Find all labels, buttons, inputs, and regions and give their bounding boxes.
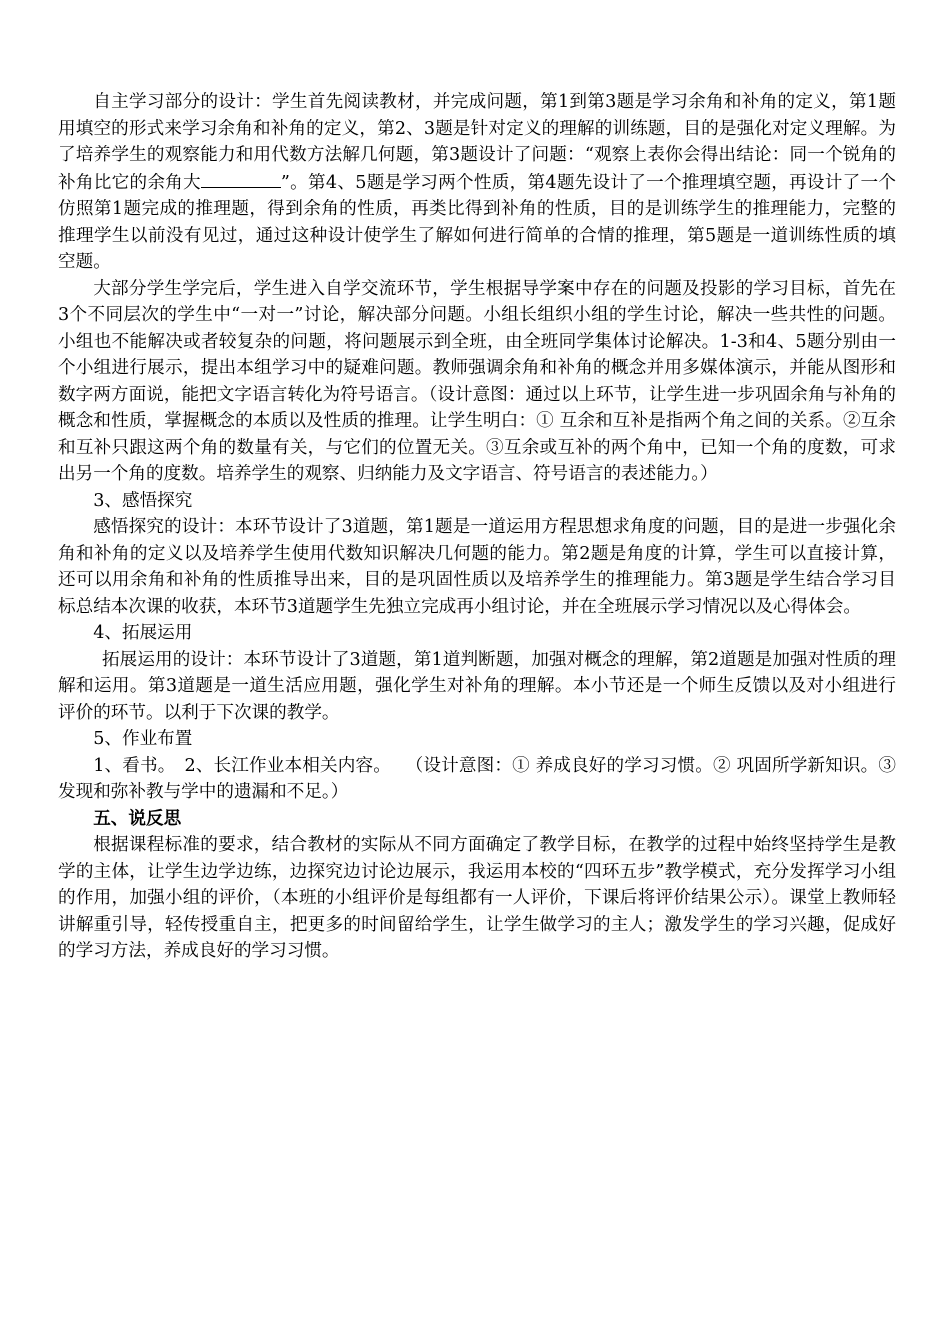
self-study-text-part1: 自主学习部分的设计：学生首先阅读教材，并完成问题，第1到第3题是学习余角和补角的定义，第1题用填空的形式来学习余角和补角的定义，第2、3题是针对定义的理解的训练题，目的是强化对定义理解。为了培养学生的观察能力和用代数方法解几何题，第3题设计了问题：“观察上表你会得出结论：同一个锐角的补角比它的余角大 [58, 92, 896, 193]
homework-paragraph: 1、看书。 2、长江作业本相关内容。 （设计意图：① 养成良好的学习习惯。② 巩固所学新知识。③ 发现和弥补教与学中的遗漏和不足。） [58, 755, 896, 802]
explore-design-paragraph: 感悟探究的设计：本环节设计了3道题，第1题是一道运用方程思想求角度的问题，目的是进一步强化余角和补角的定义以及培养学生使用代数知识解决几何题的能力。第2题是角度的计算，学生可以直接计算，还可以用余角和补角的性质推导出来，目的是巩固性质以及培养学生的推理能力。第3题是学生结合学习目标总结本次课的收获，本环节3道题学生先独立完成再小组讨论，并在全班展示学习情况以及心得体会。 [58, 517, 896, 617]
document-page [58, 89, 896, 965]
reflection-heading: 五、说反思 [93, 807, 182, 829]
reflection-paragraph: 根据课程标准的要求，结合教材的实际从不同方面确定了教学目标，在教学的过程中始终坚持学生是教学的主体，让学生边学边练，边探究边讨论边展示，我运用本校的“四环五步”教学模式，充分发挥学习小组的作用，加强小组的评价，（本班的小组评价是每组都有一人评价，下课后将评价结果公示）。课堂上教师轻讲解重引导，轻传授重自主，把更多的时间留给学生，让学生做学习的主人；激发学生的学习兴趣，促成好的学习方法，养成良好的学习习惯。 [58, 835, 896, 961]
fill-in-blank-underline [201, 169, 281, 188]
self-study-design-paragraph [58, 89, 896, 276]
section-heading-3: 3、感悟探究 [93, 490, 193, 511]
section-heading-4: 4、拓展运用 [93, 623, 193, 643]
section-heading-5: 5、作业布置 [93, 729, 193, 749]
self-study-text-part2: ”。第4、5题是学习两个性质，第4题先设计了一个推理填空题，再设计了一个仿照第1题完成的推理题，得到余角的性质，再类比得到补角的性质，目的是训练学生的推理能力，完整的推理学生以前没有见过，通过这种设计使学生了解如何进行简单的合情的推理，第5题是一道训练性质的填空题。 [58, 172, 896, 272]
self-study-exchange-paragraph: 大部分学生学完后，学生进入自学交流环节，学生根据导学案中存在的问题及投影的学习目标，首先在3个不同层次的学生中“一对一”讨论，解决部分问题。小组长组织小组的学生讨论，解决一些共性的问题。小组也不能解决或者较复杂的问题，将问题展示到全班，由全班同学集体讨论解决。1-3和4、5题分别由一个小组进行展示，提出本组学习中的疑难问题。教师强调余角和补角的概念并用多媒体演示，并能从图形和数字两方面说，能把文字语言转化为符号语言。（设计意图：通过以上环节，让学生进一步巩固余角与补角的概念和性质，掌握概念的本质以及性质的推理。让学生明白：① 互余和互补是指两个角之间的关系。②互余和互补只跟这两个角的数量有关，与它们的位置无关。③互余或互补的两个角中，已知一个角的度数，可求出另一个角的度数。培养学生的观察、归纳能力及文字语言、符号语言的表述能力。） [58, 278, 896, 484]
extension-design-paragraph: 拓展运用的设计：本环节设计了3道题，第1道判断题，加强对概念的理解，第2道题是加强对性质的理解和运用。第3道题是一道生活应用题，强化学生对补角的理解。本小节还是一个师生反馈以及对小组进行评价的环节。以利于下次课的教学。 [58, 649, 896, 723]
